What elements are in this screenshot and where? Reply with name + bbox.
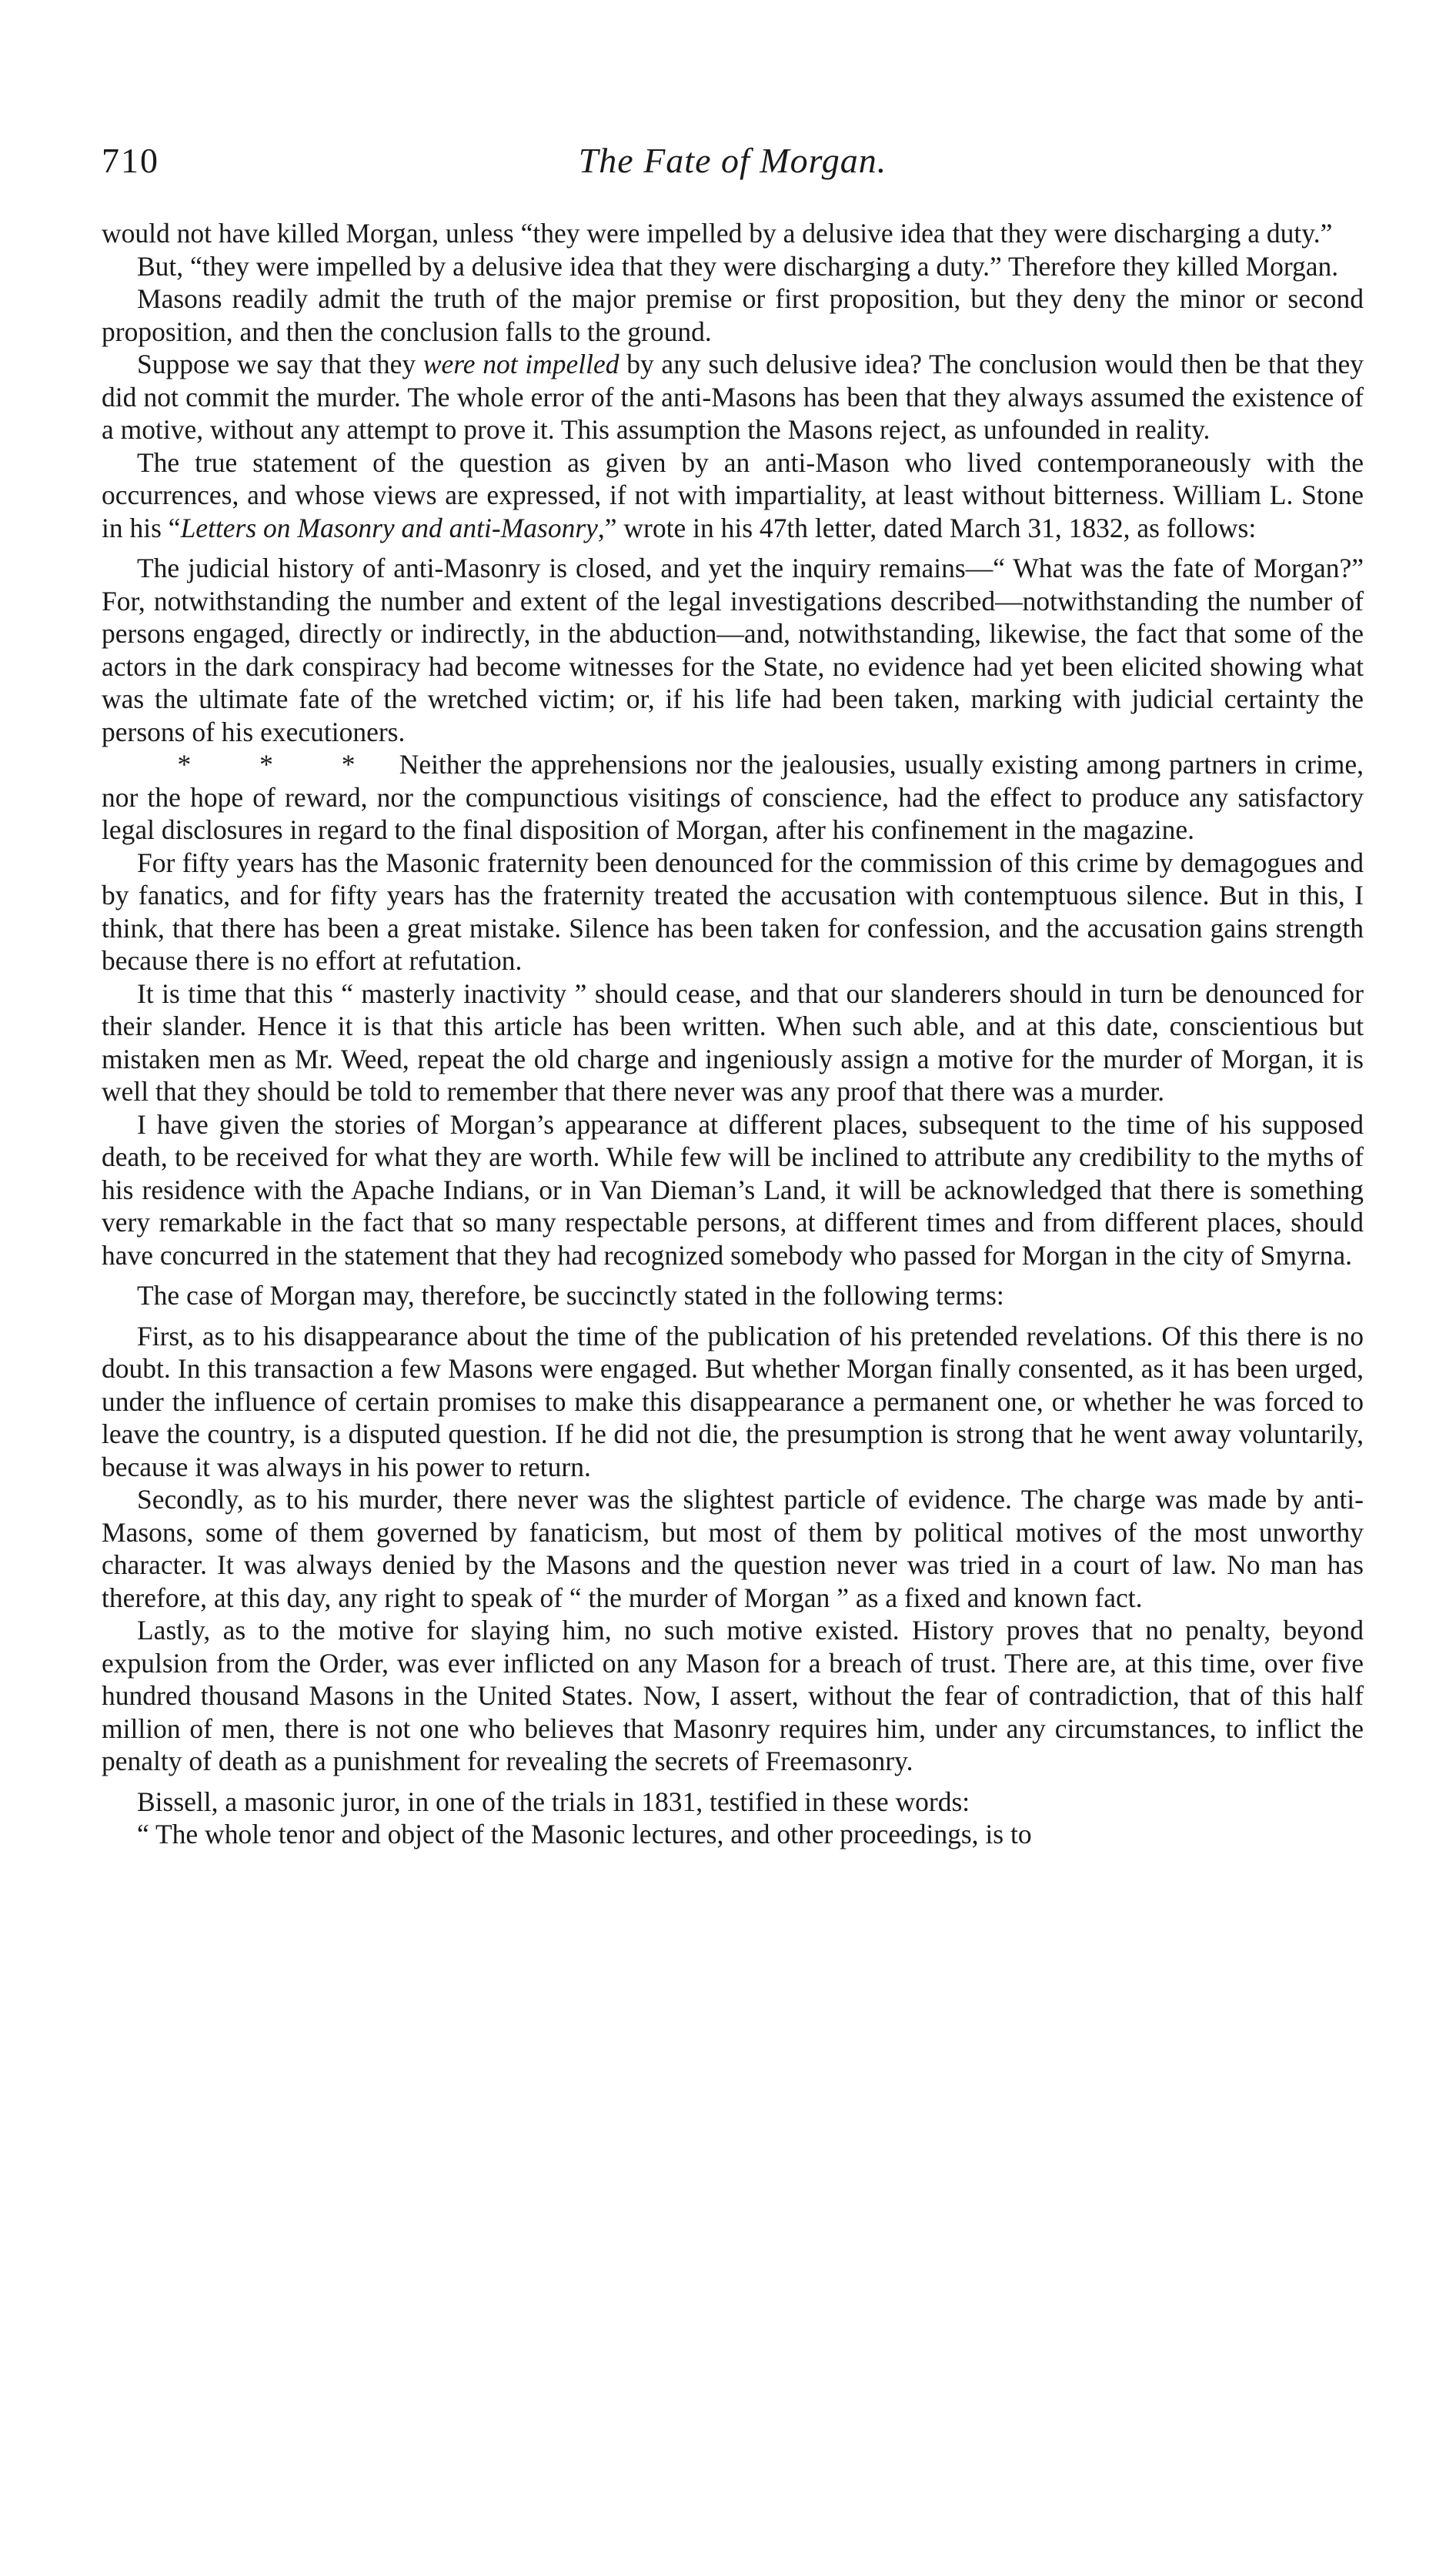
paragraph: It is time that this “ masterly inactivity ” should cease, and that our slanderers should in turn be denounced for their slander. Hence it is that this article has been written. When such able, and at this date, conscientious but mistaken men as Mr. Weed, repeat the old charge and ingeniously assign a motive for the murder of Morgan, it is well that they should be told to remember that there never was any proof that there was a murder.	[102, 977, 1364, 1107]
paragraph: For fifty years has the Masonic fraternity been denounced for the commission of this crime by demagogues and by fanatics, and for fifty years has the fraternity treated the accusation with contemptuous silence. But in this, I think, that there has been a great mistake. Silence has been taken for confession, and the accusation gains strength because there is no effort at refutation.	[102, 847, 1364, 976]
paragraph: would not have killed Morgan, unless “they were impelled by a delusive idea that they were discharging a duty.”	[102, 218, 1333, 249]
text-run: The true statement of the question as given by an anti-Mason who lived contemporaneously with the occurrences, and whose views are expressed, if not with impartiality, at least without bitterness. William L. Stone in his “	[102, 446, 1364, 543]
text-run: ,” wrote in his 47th letter, dated March 31, 1832, as follows:	[597, 512, 1257, 543]
paragraph	[102, 348, 1364, 446]
paragraph: Masons readily admit the truth of the major premise or first proposition, but they deny the minor or second proposition, and then the conclusion falls to the ground.	[102, 283, 1364, 347]
page-body	[102, 217, 1364, 1851]
paragraph: Secondly, as to his murder, there never was the slightest particle of evidence. The charge was made by anti-Masons, some of them governed by fanaticism, but most of them by political motives of the most unworthy character. It was always denied by the Masons and the question never was tried in a court of law. No man has therefore, at this day, any right to speak of “ the murder of Morgan ” as a fixed and known fact.	[102, 1484, 1364, 1613]
paragraph	[102, 446, 1364, 545]
paragraph: “ The whole tenor and object of the Masonic lectures, and other proceedings, is to	[137, 1819, 1032, 1849]
ellipsis-stars: * * *	[177, 749, 386, 780]
text-run: by any such delusive idea? The conclusion would then be that they did not commit the murder. The whole error of the anti-Masons has been that they always assumed the existence of a motive, without any attempt to prove it. This assumption the Masons reject, as unfounded in reality.	[102, 349, 1364, 445]
page-number: 710	[102, 141, 159, 180]
paragraph: But, “they were impelled by a delusive idea that they were discharging a duty.” Therefore they killed Morgan.	[137, 250, 1339, 282]
paragraph: Bissell, a masonic juror, in one of the trials in 1831, testified in these words:	[137, 1786, 970, 1817]
running-title: The Fate of Morgan.	[578, 141, 887, 180]
book-title: Letters on Masonry and anti-Masonry	[180, 512, 598, 543]
paragraph: Lastly, as to the motive for slaying him, no such motive existed. History proves that no penalty, beyond expulsion from the Order, was ever inflicted on any Mason for a breach of trust. There are, at this time, over five hundred thousand Masons in the United States. Now, I assert, without the fear of contradiction, that of this half million of men, there is not one who believes that Masonry requires him, under any circumstances, to inflict the penalty of death as a punishment for revealing the secrets of Freemasonry.	[102, 1615, 1364, 1776]
page-header	[102, 140, 1364, 194]
text-run: Suppose we say that they	[137, 349, 423, 379]
text-run: Neither the apprehensions nor the jealousies, usually existing among partners in crime, nor the hope of reward, nor the compunctious visitings of conscience, had the effect to produce any satisfactory legal disclosures in regard to the final disposition of Morgan, after his confinement in the magazine.	[102, 749, 1364, 845]
emphasis: were not impelled	[422, 349, 619, 379]
paragraph: First, as to his disappearance about the time of the publication of his pretended revelations. Of this there is no doubt. In this transaction a few Masons were engaged. But whether Morgan finally consented, as it has been urged, under the influence of certain promises to make this disappearance a permanent one, or whether he was forced to leave the country, is a disputed question. If he did not die, the presumption is strong that he went away voluntarily, because it was always in his power to return.	[102, 1320, 1364, 1482]
paragraph: The case of Morgan may, therefore, be succinctly stated in the following terms:	[137, 1280, 1004, 1311]
paragraph: I have given the stories of Morgan’s appearance at different places, subsequent to the time of his supposed death, to be received for what they are worth. While few will be inclined to attribute any credibility to the myths of his residence with the Apache Indians, or in Van Dieman’s Land, it will be acknowledged that there is something very remarkable in the fact that so many respectable persons, at different times and from different places, should have concurred in the statement that they had recognized somebody who passed for Morgan in the city of Smyrna.	[102, 1108, 1364, 1271]
quoted-paragraph: The judicial history of anti-Masonry is closed, and yet the inquiry remains—“ What was the fate of Morgan?” For, notwithstanding the number and extent of the legal investigations described—notwithstanding the number of persons engaged, directly or indirectly, in the abduction—and, notwithstanding, likewise, the fact that some of the actors in the dark conspiracy had become witnesses for the State, no evidence had yet been elicited showing what was the ultimate fate of the wretched victim; or, if his life had been taken, marking with judicial certainty the persons of his executioners.	[102, 553, 1364, 747]
quoted-paragraph	[102, 748, 1364, 847]
